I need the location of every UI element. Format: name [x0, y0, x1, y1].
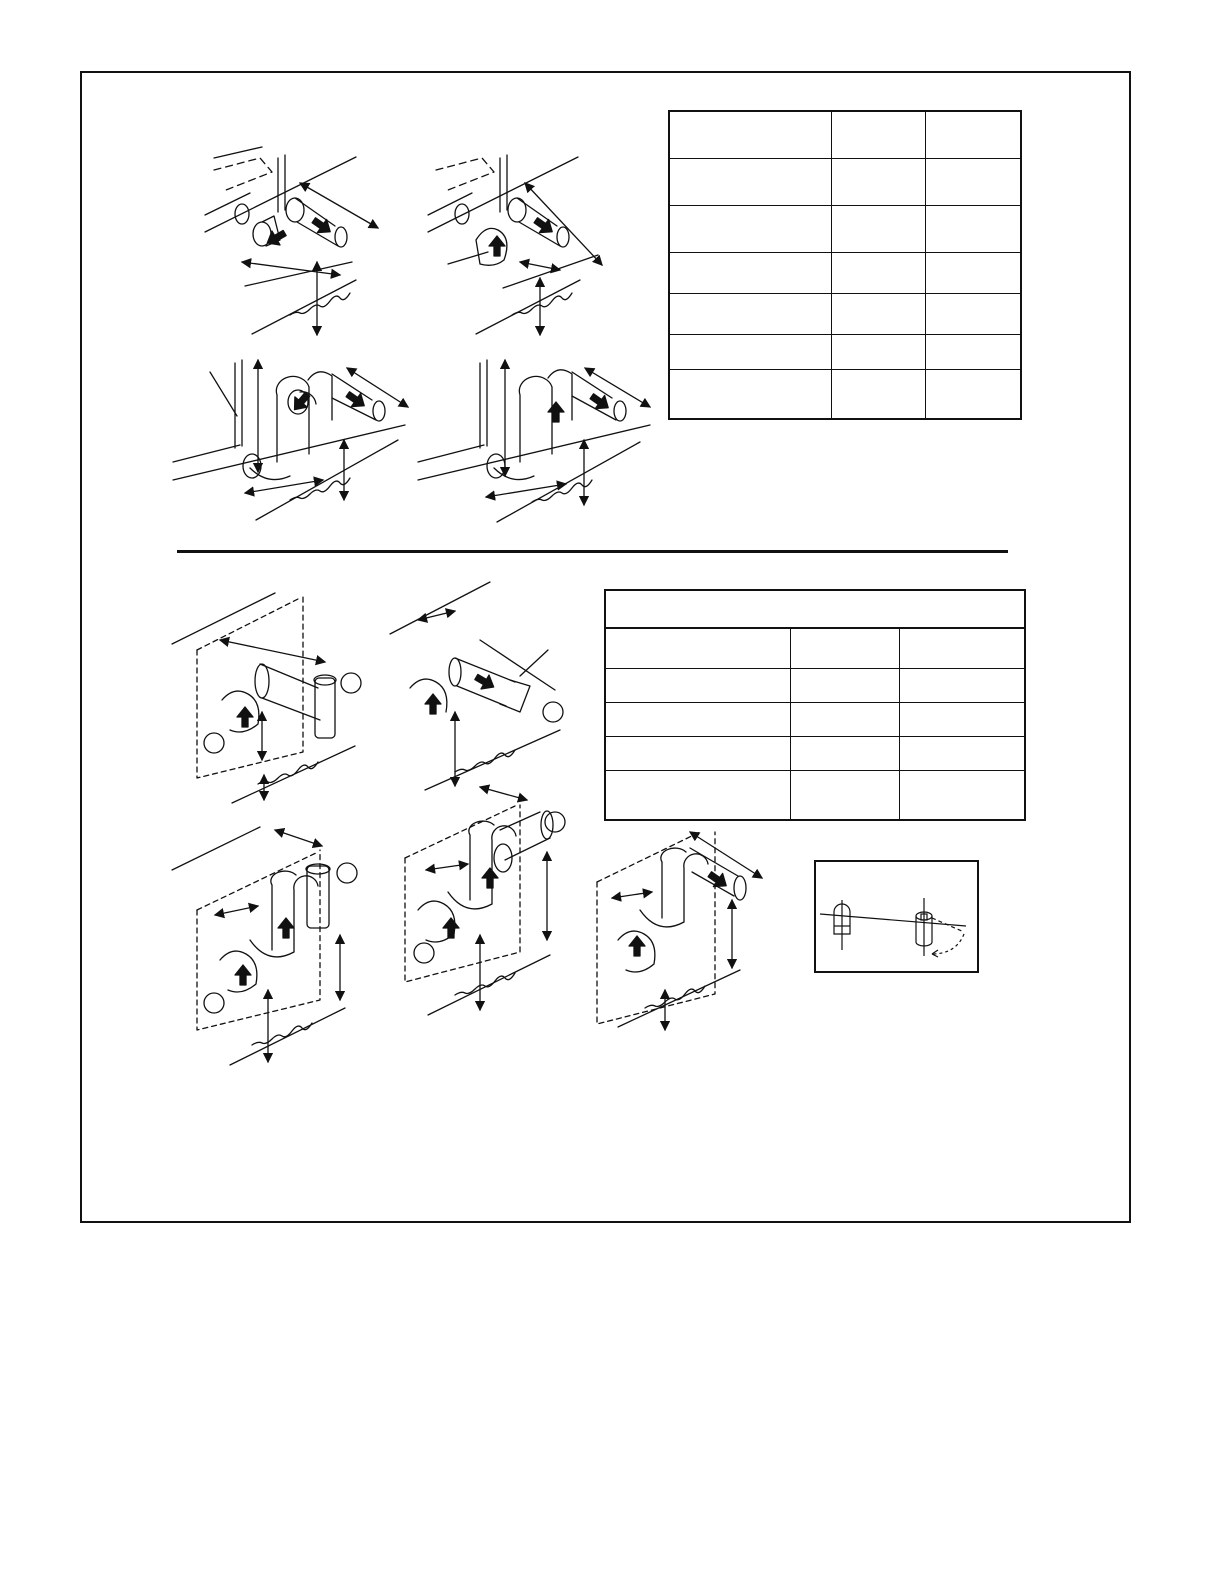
view-bottom-riser-straight	[597, 832, 762, 1030]
view-bottom-riser-tee	[172, 827, 357, 1065]
view-bottom-riser-elbow	[405, 787, 565, 1015]
view-bottom-tee	[172, 593, 361, 803]
view-top-straight	[205, 147, 378, 335]
view-top-riser-straight	[173, 360, 408, 520]
view-top-elbow	[428, 155, 602, 335]
view-bottom-elbow-down	[390, 582, 563, 790]
view-top-riser-elbow	[418, 360, 650, 522]
